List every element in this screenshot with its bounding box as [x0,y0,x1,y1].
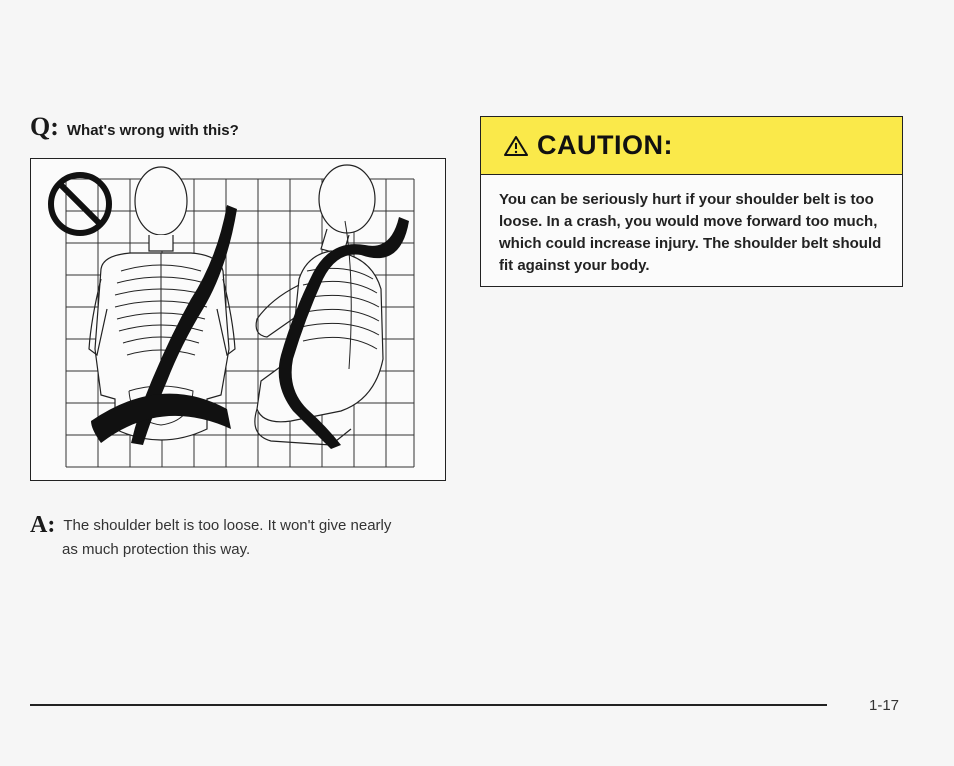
answer-text-line-1: The shoulder belt is too loose. It won't give nearly [63,517,392,534]
answer [30,512,450,562]
question-label: Q: [30,112,59,141]
answer-text-line-2: as much protection this way. [62,541,251,558]
question-text: What's wrong with this? [66,122,239,139]
seatbelt-illustration [30,158,446,481]
footer-rule [30,704,827,706]
caution-title: CAUTION: [537,130,673,160]
answer-label: A: [30,512,56,538]
caution-header [481,117,902,175]
page-number: 1-17 [869,697,900,714]
caution-box [480,116,903,287]
warning-triangle-icon [503,135,529,157]
question [30,112,239,142]
prohibition-icon [51,175,109,233]
skeleton-drawing [31,159,444,479]
caution-text: You can be seriously hurt if your shoulder belt is too loose. In a crash, you would move forward too much, which could increase injury. The shoulder belt should fit against your body. [499,191,882,274]
